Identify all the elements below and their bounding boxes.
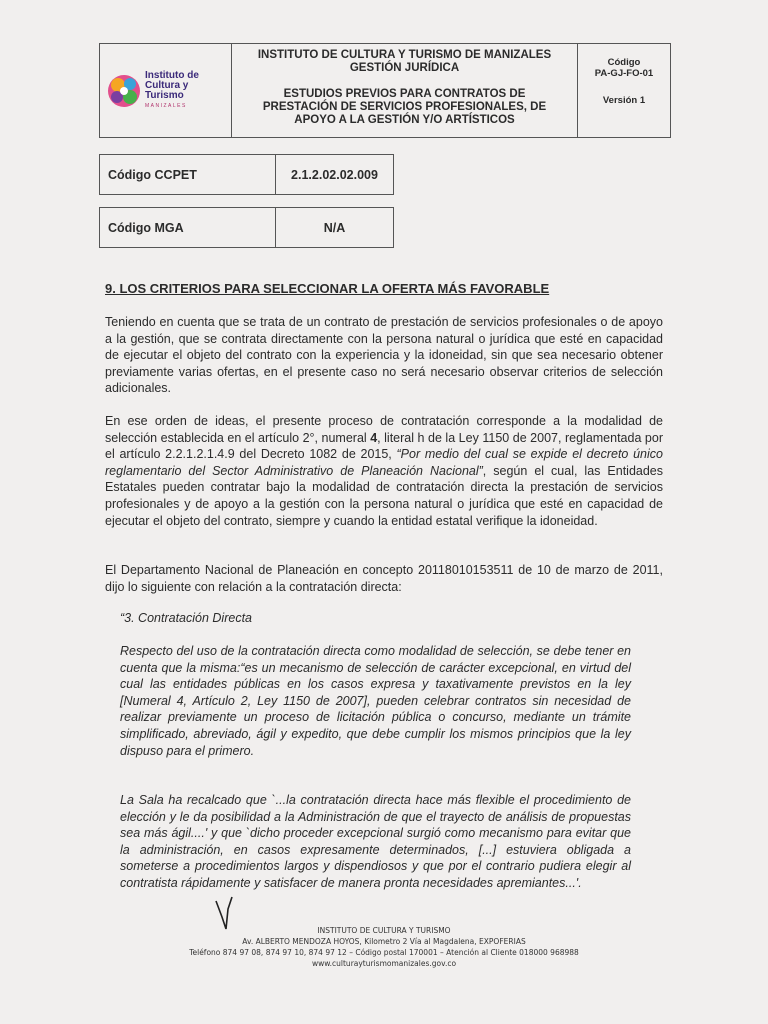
- paragraph-2-part-c: , según el cual, las Entidades Estatales pueden contratar bajo la modalidad de contratación directa la prestación de servicios profesionales y de apoyo a la gestión con la persona natural o jurídica que esté en capacidad de ejecutar el objeto del contrato, siempre y cuando la entidad estatal verifique la idoneidad.: [105, 463, 664, 528]
- footer-website: www.culturayturismomanizales.gov.co: [311, 959, 457, 968]
- mga-label: Código MGA: [100, 208, 276, 247]
- footer-contact: Teléfono 874 97 08, 874 97 10, 874 97 12 – Código postal 170001 – Atención al Cliente 018000 968988: [189, 948, 579, 957]
- quote-heading: “3. Contratación Directa: [120, 611, 253, 625]
- logo-cell: [100, 44, 232, 137]
- logo-subtitle: MANIZALES: [145, 102, 187, 109]
- document-header: [99, 43, 671, 138]
- footer-address: Av. ALBERTO MENDOZA HOYOS, Kilometro 2 Vía al Magdalena, EXPOFERIAS: [242, 937, 526, 946]
- header-code-cell: [578, 44, 670, 137]
- paragraph-2: [105, 413, 663, 529]
- version-label: Versión 1: [602, 95, 646, 106]
- paragraph-2-decree-title: “Por medio del cual se expide el decreto único reglamentario del Sector Administrativo de Planeación Nacional”: [105, 447, 663, 478]
- ccpet-label: Código CCPET: [100, 155, 276, 194]
- ccpet-code-box: [99, 154, 394, 195]
- section-title: 9. LOS CRITERIOS PARA SELECCIONAR LA OFERTA MÁS FAVORABLE: [105, 281, 550, 296]
- code-value: PA-GJ-FO-01: [594, 68, 654, 79]
- doc-title-line-3: APOYO A LA GESTIÓN Y/O ARTÍSTICOS: [294, 114, 515, 126]
- mga-value: N/A: [323, 220, 346, 235]
- institution-name: INSTITUTO DE CULTURA Y TURISMO DE MANIZALES: [257, 49, 552, 61]
- header-title-cell: [232, 44, 578, 137]
- paragraph-2-part-b: , literal h de la Ley 1150 de 2007, reglamentada por el artículo 2.2.1.2.1.4.9 del Decreto 1082 de 2015,: [105, 430, 663, 462]
- code-label: Código: [607, 57, 641, 68]
- mga-code-box: [99, 207, 394, 248]
- footer-institution: INSTITUTO DE CULTURA Y TURISMO: [317, 926, 451, 935]
- quote-paragraph-1: Respecto del uso de la contratación directa como modalidad de selección, se debe tener en cuenta que la misma:“es un mecanismo de selección de carácter excepcional, en virtud del cual las entidades públicas en los casos expresa y taxativamente previstos en la ley [Numeral 4, Artículo 2, Ley 1150 de 2007], pueden celebrar contratos sin necesidad de realizar previamente un proceso de licitación pública o concurso, mediante un trámite simplificado, abreviado, ágil y expedito, que debe cumplir los mismos principios que la ley dispuso para el primero.: [120, 644, 631, 758]
- paragraph-2-part-a: En ese orden de ideas, el presente proceso de contratación corresponde a la modalidad de selección establecida en el artículo 2°, numeral: [105, 414, 663, 445]
- doc-title-line-2: PRESTACIÓN DE SERVICIOS PROFESIONALES, DE: [262, 101, 547, 113]
- institute-logo: [106, 71, 225, 111]
- logo-emblem-icon: [106, 73, 142, 109]
- quote-paragraph-2: La Sala ha recalcado que `...la contratación directa hace más flexible el procedimiento de elección y le da posibilidad a la Administración de que el trayecto de análisis de propuestas sea más ágil....' y que `dicho proceder excepcional surgió como mecanismo para evitar que la administración, en casos expresamente determinados, [...] estuviera obligada a someterse a procedimientos largos y dispendiosos y que por el contrario pudiera elegir al contratista rápidamente y satisfacer de manera pronta necesidades apremiantes...'.: [120, 793, 631, 890]
- ccpet-value: 2.1.2.02.02.009: [291, 167, 378, 182]
- paragraph-3: El Departamento Nacional de Planeación en concepto 20118010153511 de 10 de marzo de 2011, dijo lo siguiente con relación a la contratación directa:: [105, 563, 663, 594]
- paragraph-1: Teniendo en cuenta que se trata de un contrato de prestación de servicios profesionales o de apoyo a la gestión, que se contrata directamente con la persona natural o jurídica que esté en capacidad de ejecutar el objeto del contrato con la experiencia y la idoneidad, sin que sea necesario obtener previamente varias ofertas, en el presente caso no será necesario observar criterios de selección adicionales.: [105, 315, 663, 396]
- logo-name: Instituto de Cultura y Turismo: [145, 69, 199, 101]
- page-footer: [0, 925, 768, 969]
- department-name: GESTIÓN JURÍDICA: [349, 62, 460, 74]
- doc-title-line-1: ESTUDIOS PREVIOS PARA CONTRATOS DE: [283, 88, 526, 100]
- paragraph-2-numeral: 4: [370, 430, 378, 445]
